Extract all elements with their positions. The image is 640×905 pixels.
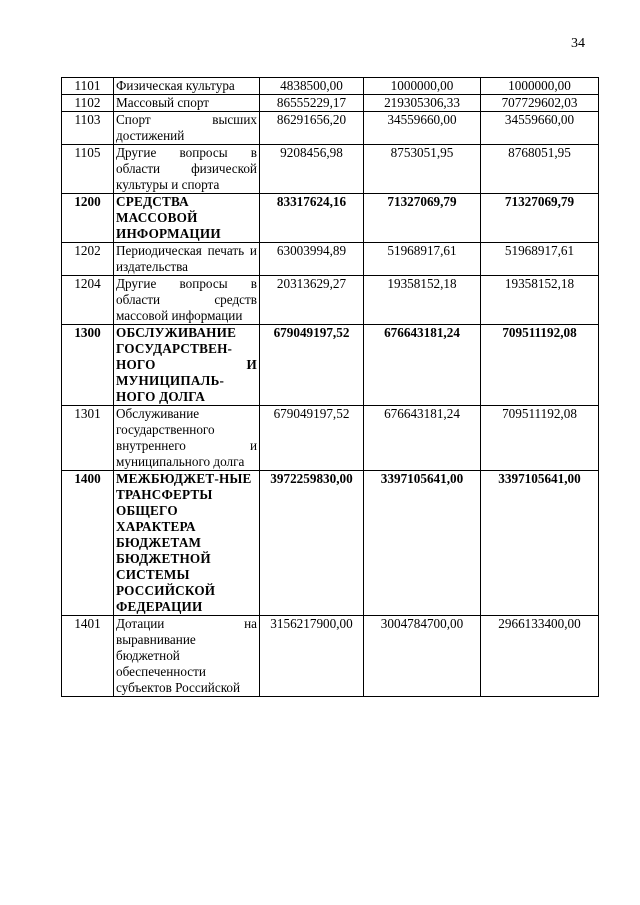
row-value-3: 19358152,18: [481, 276, 599, 325]
row-name: Массовый спорт: [114, 95, 260, 112]
row-value-2: 51968917,61: [364, 243, 481, 276]
row-value-3: 34559660,00: [481, 112, 599, 145]
row-value-2: 34559660,00: [364, 112, 481, 145]
row-value-3: 709511192,08: [481, 406, 599, 471]
row-name: Обслуживание государственного внутреннего и муниципального долга: [114, 406, 260, 471]
row-value-2: 3004784700,00: [364, 616, 481, 697]
row-value-1: 3156217900,00: [260, 616, 364, 697]
row-name: Спорт высших достижений: [114, 112, 260, 145]
row-name: Другие вопросы в области средств массовой информации: [114, 276, 260, 325]
row-value-3: 709511192,08: [481, 325, 599, 406]
row-code: 1300: [62, 325, 114, 406]
row-name: МЕЖБЮДЖЕТ-НЫЕ ТРАНСФЕРТЫ ОБЩЕГО ХАРАКТЕРА БЮДЖЕТАМ БЮДЖЕТНОЙ СИСТЕМЫ РОССИЙСКОЙ ФЕДЕРАЦИИ: [114, 471, 260, 616]
row-code: 1105: [62, 145, 114, 194]
row-name: Дотации на выравнивание бюджетной обеспеченности субъектов Российской: [114, 616, 260, 697]
row-value-1: 86291656,20: [260, 112, 364, 145]
row-value-2: 676643181,24: [364, 406, 481, 471]
table-row: [62, 145, 599, 194]
row-value-2: 1000000,00: [364, 78, 481, 95]
table-row: [62, 112, 599, 145]
table-row: [62, 243, 599, 276]
table-row: [62, 78, 599, 95]
row-code: 1400: [62, 471, 114, 616]
row-value-1: 679049197,52: [260, 325, 364, 406]
row-value-1: 83317624,16: [260, 194, 364, 243]
row-value-3: 51968917,61: [481, 243, 599, 276]
row-code: 1103: [62, 112, 114, 145]
row-value-3: 71327069,79: [481, 194, 599, 243]
row-value-3: 1000000,00: [481, 78, 599, 95]
row-value-1: 3972259830,00: [260, 471, 364, 616]
table-row-section: [62, 194, 599, 243]
row-name: Физическая культура: [114, 78, 260, 95]
table-row-section: [62, 325, 599, 406]
row-value-2: 219305306,33: [364, 95, 481, 112]
row-name: Периодическая печать и издательства: [114, 243, 260, 276]
row-code: 1204: [62, 276, 114, 325]
row-name: Другие вопросы в области физической культуры и спорта: [114, 145, 260, 194]
row-code: 1102: [62, 95, 114, 112]
budget-table-body: [62, 78, 599, 697]
row-value-2: 676643181,24: [364, 325, 481, 406]
page-number: 34: [571, 36, 585, 51]
row-code: 1401: [62, 616, 114, 697]
row-value-3: 707729602,03: [481, 95, 599, 112]
row-value-3: 2966133400,00: [481, 616, 599, 697]
row-value-1: 679049197,52: [260, 406, 364, 471]
table-row: [62, 95, 599, 112]
row-value-2: 3397105641,00: [364, 471, 481, 616]
row-value-2: 71327069,79: [364, 194, 481, 243]
row-value-1: 4838500,00: [260, 78, 364, 95]
row-code: 1301: [62, 406, 114, 471]
row-name: СРЕДСТВА МАССОВОЙ ИНФОРМАЦИИ: [114, 194, 260, 243]
row-name: ОБСЛУЖИВАНИЕ ГОСУДАРСТВЕН-НОГО И МУНИЦИПАЛЬ-НОГО ДОЛГА: [114, 325, 260, 406]
row-value-3: 8768051,95: [481, 145, 599, 194]
table-row: [62, 406, 599, 471]
row-value-1: 9208456,98: [260, 145, 364, 194]
table-row-section: [62, 471, 599, 616]
row-value-1: 20313629,27: [260, 276, 364, 325]
row-value-1: 86555229,17: [260, 95, 364, 112]
row-code: 1101: [62, 78, 114, 95]
row-value-1: 63003994,89: [260, 243, 364, 276]
budget-table: [61, 77, 599, 697]
row-code: 1202: [62, 243, 114, 276]
row-value-2: 8753051,95: [364, 145, 481, 194]
table-row: [62, 616, 599, 697]
row-code: 1200: [62, 194, 114, 243]
row-value-3: 3397105641,00: [481, 471, 599, 616]
table-row: [62, 276, 599, 325]
row-value-2: 19358152,18: [364, 276, 481, 325]
